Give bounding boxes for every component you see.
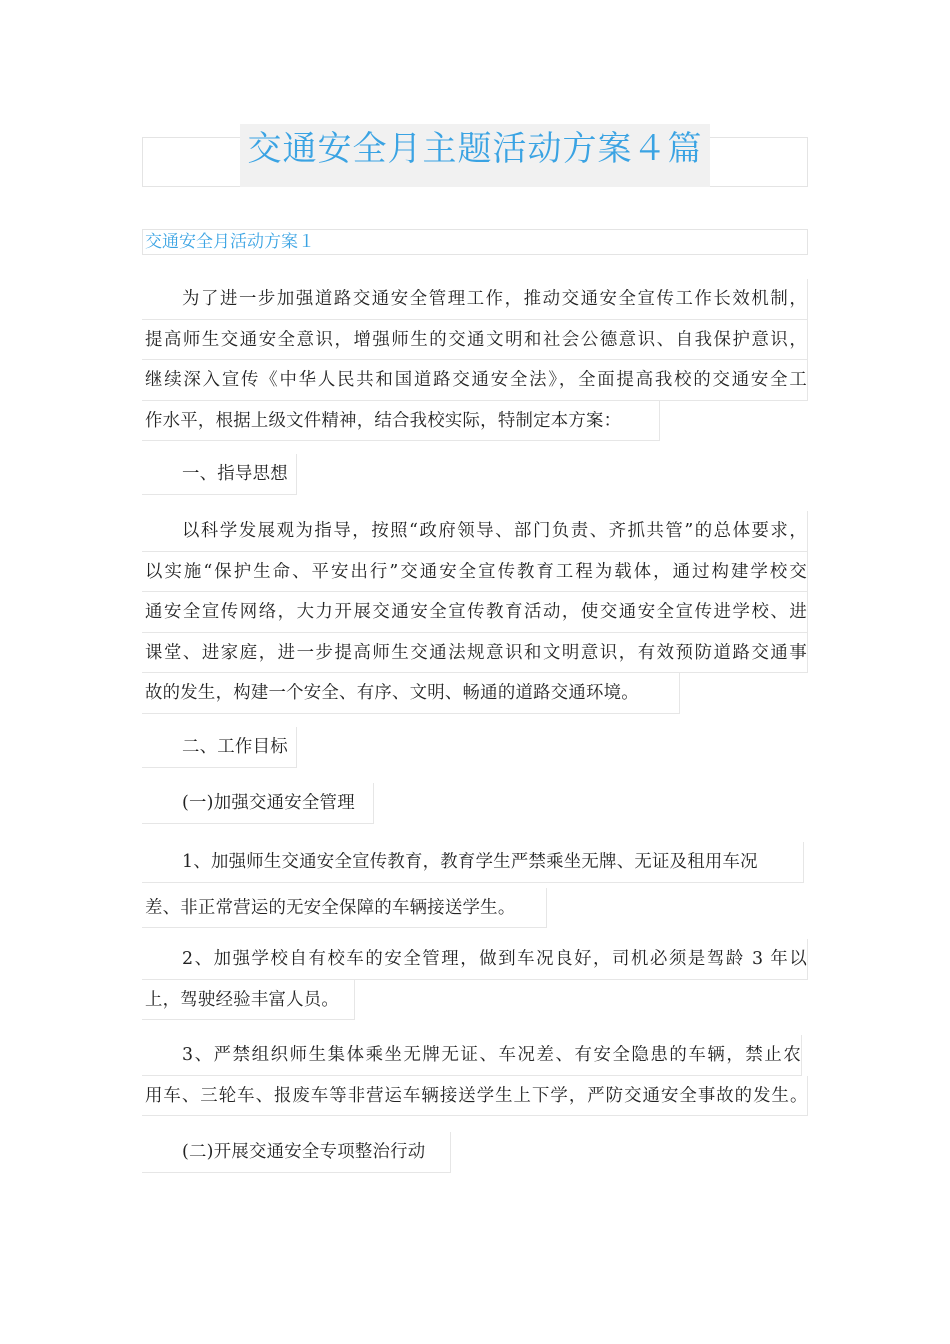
- paragraph-line: 差、非正常营运的无安全保障的车辆接送学生。: [142, 888, 547, 929]
- paragraph-line: 上，驾驶经验丰富人员。: [142, 980, 355, 1021]
- paragraph-line: 2、加强学校自有校车的安全管理，做到车况良好，司机必须是驾龄 3 年以: [142, 939, 808, 980]
- paragraph-line: 1、加强师生交通安全宣传教育，教育学生严禁乘坐无牌、无证及租用车况: [142, 842, 804, 883]
- heading-text: 一、指导思想: [142, 454, 297, 495]
- paragraph-line: 作水平，根据上级文件精神，结合我校实际，特制定本方案：: [142, 401, 660, 442]
- paragraph-line: 继续深入宣传《中华人民共和国道路交通安全法》，全面提高我校的交通安全工: [142, 360, 808, 401]
- section-heading: [142, 454, 808, 500]
- subsection-heading: [142, 783, 808, 829]
- subsection-heading: [142, 1132, 808, 1178]
- item-paragraph: [142, 1035, 808, 1116]
- paragraph-line: 为了进一步加强道路交通安全管理工作，推动交通安全宣传工作长效机制，: [142, 279, 808, 320]
- paragraph-line: 提高师生交通安全意识，增强师生的交通文明和社会公德意识、自我保护意识，: [142, 320, 808, 361]
- intro-paragraph: [142, 279, 808, 446]
- paragraph-line: 用车、三轮车、报废车等非营运车辆接送学生上下学，严防交通安全事故的发生。: [142, 1076, 808, 1117]
- heading-text: (二)开展交通安全专项整治行动: [142, 1132, 451, 1173]
- paragraph-line: 故的发生，构建一个安全、有序、文明、畅通的道路交通环境。: [142, 673, 680, 714]
- heading-text: (一)加强交通安全管理: [142, 783, 374, 824]
- heading-text: 二、工作目标: [142, 727, 297, 768]
- paragraph-line: 通安全宣传网络，大力开展交通安全宣传教育活动，使交通安全宣传进学校、进: [142, 592, 808, 633]
- section-heading: [142, 727, 808, 773]
- document-subtitle: 交通安全月活动方案１: [145, 232, 315, 252]
- item-paragraph: [142, 939, 808, 1025]
- paragraph-line: 3、严禁组织师生集体乘坐无牌无证、车况差、有安全隐患的车辆，禁止农: [142, 1035, 802, 1076]
- paragraph-line: 以科学发展观为指导，按照“政府领导、部门负责、齐抓共管”的总体要求，: [142, 511, 808, 552]
- paragraph-line: 课堂、进家庭，进一步提高师生交通法规意识和文明意识，有效预防道路交通事: [142, 633, 808, 674]
- document-title: 交通安全月主题活动方案４篇: [247, 129, 703, 169]
- item-paragraph: [142, 842, 808, 933]
- guiding-paragraph: [142, 511, 808, 719]
- paragraph-line: 以实施“保护生命、平安出行”交通安全宣传教育工程为载体，通过构建学校交: [142, 552, 808, 593]
